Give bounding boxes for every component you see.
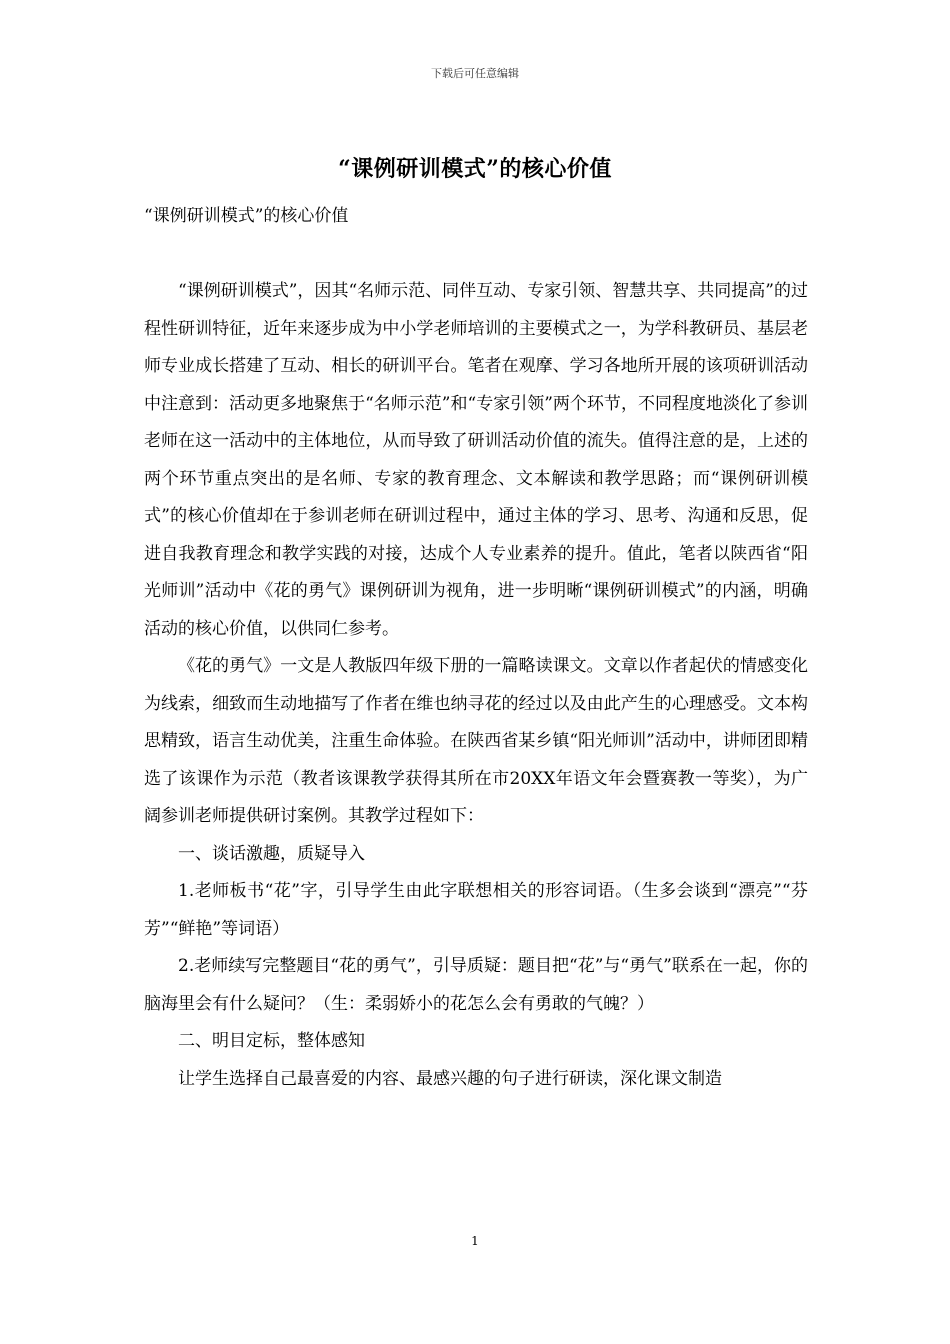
header-note: 下载后可任意编辑 bbox=[431, 67, 519, 80]
subtitle-line: “课例研训模式”的核心价值 bbox=[144, 206, 349, 226]
paragraph-lesson-overview: 《花的勇气》一文是人教版四年级下册的一篇略读课文。文章以作者起伏的情感变化为线索，细致而生动地描写了作者在维也纳寻花的经过以及由此产生的心理感受。文本构思精致，语言生动优美，注重生命体验。在陕西省某乡镇“阳光师训”活动中，讲师团即精选了该课作为示范（教者该课教学获得其所在市20XX年语文年会暨赛教一等奖），为广阔参训老师提供研讨案例。其教学过程如下： bbox=[144, 656, 808, 826]
paragraph-intro: “课例研训模式”，因其“名师示范、同伴互动、专家引领、智慧共享、共同提高”的过程性研训特征，近年来逐步成为中小学老师培训的主要模式之一，为学科教研员、基层老师专业成长搭建了互动、相长的研训平台。笔者在观摩、学习各地所开展的该项研训活动中注意到：活动更多地聚焦于“名师示范”和“专家引领”两个环节，不同程度地淡化了参训老师在这一活动中的主体地位，从而导致了研训活动价值的流失。值得注意的是，上述的两个环节重点突出的是名师、专家的教育理念、文本解读和教学思路；而“课例研训模式”的核心价值却在于参训老师在研训过程中，通过主体的学习、思考、沟通和反思，促进自我教育理念和教学实践的对接，达成个人专业素养的提升。值此，笔者以陕西省“阳光师训”活动中《花的勇气》课例研训为视角，进一步明晰“课例研训模式”的内涵，明确活动的核心价值，以供同仁参考。 bbox=[144, 281, 808, 639]
document-title: “课例研训模式”的核心价值 bbox=[338, 156, 612, 182]
page-number: 1 bbox=[471, 1234, 479, 1248]
section-heading-2: 二、明目定标，整体感知 bbox=[178, 1031, 365, 1051]
paragraph-reading: 让学生选择自己最喜爱的内容、最感兴趣的句子进行研读，深化课文制造 bbox=[178, 1068, 722, 1089]
section-heading-1: 一、谈话激趣，质疑导入 bbox=[178, 843, 365, 864]
paragraph-step-1: 1.老师板书“花”字，引导学生由此字联想相关的形容词语。（生多会谈到“漂亮”“芬芳”“鲜艳”等词语） bbox=[144, 881, 808, 939]
paragraph-step-2: 2.老师续写完整题目“花的勇气”，引导质疑：题目把“花”与“勇气”联系在一起，你的脑海里会有什么疑问？（生：柔弱娇小的花怎么会有勇敢的气魄？） bbox=[144, 956, 808, 1014]
document-body bbox=[144, 198, 808, 1098]
